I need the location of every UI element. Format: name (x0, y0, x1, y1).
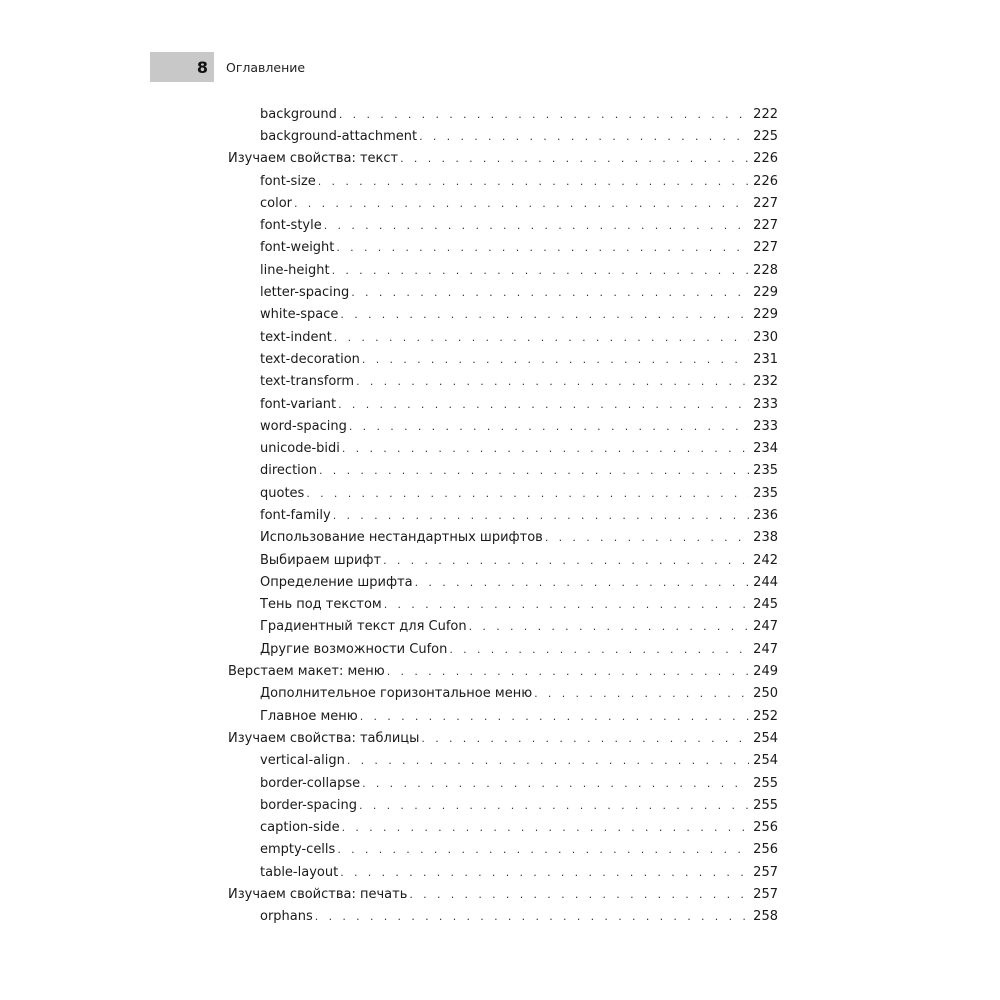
toc-entry[interactable] (228, 437, 778, 459)
toc-entry-page: 227 (753, 240, 778, 256)
toc-entry-page: 257 (753, 887, 778, 903)
toc-dot-leader (362, 777, 749, 790)
toc-dot-leader (318, 175, 749, 188)
toc-dot-leader (359, 799, 749, 812)
page-number: 8 (150, 52, 214, 82)
toc-entry-title: table-layout (260, 864, 339, 880)
toc-dot-leader (360, 710, 749, 723)
toc-entry-title: background-attachment (260, 128, 418, 144)
toc-entry-title: Тень под текстом (260, 597, 382, 613)
toc-entry[interactable] (228, 237, 778, 259)
toc-dot-leader (315, 910, 749, 923)
toc-entry-page: 238 (753, 530, 778, 546)
toc-entry-title: Другие возможности Cufon (260, 641, 448, 657)
toc-dot-leader (409, 888, 749, 901)
toc-entry-page: 256 (753, 820, 778, 836)
toc-entry[interactable] (228, 214, 778, 236)
toc-entry-page: 235 (753, 485, 778, 501)
toc-dot-leader (294, 197, 749, 210)
toc-dot-leader (319, 464, 749, 477)
toc-dot-leader (415, 576, 750, 589)
toc-entry[interactable] (228, 638, 778, 660)
toc-entry[interactable] (228, 304, 778, 326)
toc-entry-page: 227 (753, 195, 778, 211)
toc-entry[interactable] (228, 527, 778, 549)
toc-entry[interactable] (228, 883, 778, 905)
toc-entry[interactable] (228, 594, 778, 616)
toc-entry-page: 254 (753, 753, 778, 769)
toc-entry-page: 249 (753, 664, 778, 680)
toc-entry-title: word-spacing (260, 418, 347, 434)
toc-entry[interactable] (228, 259, 778, 281)
toc-entry-title: text-decoration (260, 351, 360, 367)
toc-entry-title: font-family (260, 507, 331, 523)
toc-entry-title: border-spacing (260, 797, 358, 813)
toc-dot-leader (337, 843, 749, 856)
toc-entry-title: border-collapse (260, 775, 361, 791)
toc-entry[interactable] (228, 348, 778, 370)
toc-dot-leader (340, 866, 749, 879)
toc-dot-leader (362, 353, 749, 366)
toc-entry-title: font-weight (260, 240, 335, 256)
toc-entry-page: 229 (753, 285, 778, 301)
toc-entry[interactable] (228, 504, 778, 526)
toc-entry-title: orphans (260, 909, 313, 925)
toc-entry-title: white-space (260, 307, 339, 323)
toc-dot-leader (384, 598, 749, 611)
toc-dot-leader (338, 398, 749, 411)
toc-entry-page: 227 (753, 218, 778, 234)
toc-entry[interactable] (228, 415, 778, 437)
toc-entry[interactable] (228, 393, 778, 415)
toc-entry-title: quotes (260, 485, 305, 501)
toc-entry-page: 244 (753, 574, 778, 590)
toc-entry-page: 242 (753, 552, 778, 568)
toc-entry-title: Изучаем свойства: печать (228, 887, 408, 903)
toc-entry[interactable] (228, 705, 778, 727)
toc-entry[interactable] (228, 906, 778, 928)
toc-entry-title: Выбираем шрифт (260, 552, 382, 568)
toc-entry-title: Градиентный текст для Cufon (260, 619, 467, 635)
toc-entry-page: 247 (753, 641, 778, 657)
toc-entry[interactable] (228, 482, 778, 504)
toc-dot-leader (324, 219, 749, 232)
toc-entry-page: 258 (753, 909, 778, 925)
toc-entry[interactable] (228, 727, 778, 749)
toc-entry[interactable] (228, 571, 778, 593)
toc-entry-page: 233 (753, 418, 778, 434)
toc-entry-title: font-variant (260, 396, 337, 412)
toc-entry[interactable] (228, 683, 778, 705)
toc-dot-leader (332, 264, 750, 277)
toc-dot-leader (349, 420, 749, 433)
toc-entry-page: 255 (753, 797, 778, 813)
toc-entry-title: line-height (260, 262, 330, 278)
toc-entry-title: Главное меню (260, 708, 358, 724)
toc-entry-page: 231 (753, 351, 778, 367)
toc-entry-page: 254 (753, 730, 778, 746)
toc-entry[interactable] (228, 772, 778, 794)
toc-entry[interactable] (228, 460, 778, 482)
toc-dot-leader (340, 308, 749, 321)
toc-dot-leader (421, 732, 749, 745)
toc-entry-title: Изучаем свойства: таблицы (228, 730, 420, 746)
toc-entry[interactable] (228, 125, 778, 147)
toc-entry-title: unicode-bidi (260, 441, 340, 457)
toc-entry[interactable] (228, 839, 778, 861)
toc-dot-leader (545, 531, 749, 544)
toc-entry[interactable] (228, 371, 778, 393)
toc-dot-leader (383, 554, 749, 567)
toc-entry[interactable] (228, 549, 778, 571)
toc-entry-title: text-indent (260, 329, 332, 345)
toc-entry-title: letter-spacing (260, 285, 350, 301)
table-of-contents (228, 103, 778, 928)
toc-dot-leader (339, 108, 749, 121)
toc-entry-page: 245 (753, 597, 778, 613)
toc-entry[interactable] (228, 616, 778, 638)
toc-entry-page: 229 (753, 307, 778, 323)
toc-entry-title: background (260, 106, 337, 122)
toc-dot-leader (351, 286, 749, 299)
toc-entry-title: color (260, 195, 293, 211)
toc-entry[interactable] (228, 192, 778, 214)
toc-entry-page: 236 (753, 507, 778, 523)
toc-dot-leader (419, 130, 749, 143)
toc-entry-title: empty-cells (260, 842, 336, 858)
toc-entry[interactable] (228, 750, 778, 772)
toc-entry-page: 257 (753, 864, 778, 880)
toc-dot-leader (306, 487, 749, 500)
toc-entry-page: 255 (753, 775, 778, 791)
toc-entry[interactable] (228, 148, 778, 170)
toc-entry-title: Верстаем макет: меню (228, 664, 385, 680)
toc-entry[interactable] (228, 103, 778, 125)
toc-entry-page: 228 (753, 262, 778, 278)
toc-dot-leader (387, 665, 749, 678)
toc-entry[interactable] (228, 794, 778, 816)
toc-dot-leader (342, 442, 749, 455)
section-title: Оглавление (226, 59, 306, 75)
toc-entry-page: 247 (753, 619, 778, 635)
toc-entry-page: 250 (753, 686, 778, 702)
toc-dot-leader (347, 754, 749, 767)
toc-dot-leader (356, 375, 749, 388)
toc-dot-leader (334, 331, 749, 344)
toc-entry-title: text-transform (260, 374, 355, 390)
toc-dot-leader (400, 152, 749, 165)
toc-entry[interactable] (228, 817, 778, 839)
toc-entry-page: 226 (753, 173, 778, 189)
toc-entry-page: 232 (753, 374, 778, 390)
toc-entry-title: Использование нестандартных шрифтов (260, 530, 543, 546)
toc-entry-title: direction (260, 463, 317, 479)
toc-entry-page: 222 (753, 106, 778, 122)
toc-entry[interactable] (228, 861, 778, 883)
toc-entry-page: 230 (753, 329, 778, 345)
toc-entry-title: font-size (260, 173, 316, 189)
toc-entry-page: 234 (753, 441, 778, 457)
toc-dot-leader (534, 687, 749, 700)
toc-entry-page: 233 (753, 396, 778, 412)
toc-entry-title: vertical-align (260, 753, 345, 769)
page-header (150, 52, 305, 82)
toc-entry-page: 252 (753, 708, 778, 724)
toc-dot-leader (342, 821, 750, 834)
toc-entry-title: Изучаем свойства: текст (228, 151, 399, 167)
toc-entry-page: 225 (753, 128, 778, 144)
toc-entry-title: Дополнительное горизонтальное меню (260, 686, 533, 702)
toc-entry[interactable] (228, 660, 778, 682)
toc-entry-title: Определение шрифта (260, 574, 413, 590)
toc-entry-page: 256 (753, 842, 778, 858)
toc-entry-page: 226 (753, 151, 778, 167)
toc-dot-leader (469, 620, 750, 633)
toc-entry[interactable] (228, 326, 778, 348)
toc-entry-page: 235 (753, 463, 778, 479)
toc-entry[interactable] (228, 281, 778, 303)
toc-entry-title: font-style (260, 218, 322, 234)
toc-entry-title: caption-side (260, 820, 340, 836)
toc-entry[interactable] (228, 170, 778, 192)
toc-dot-leader (336, 241, 749, 254)
toc-dot-leader (449, 643, 749, 656)
toc-dot-leader (333, 509, 749, 522)
